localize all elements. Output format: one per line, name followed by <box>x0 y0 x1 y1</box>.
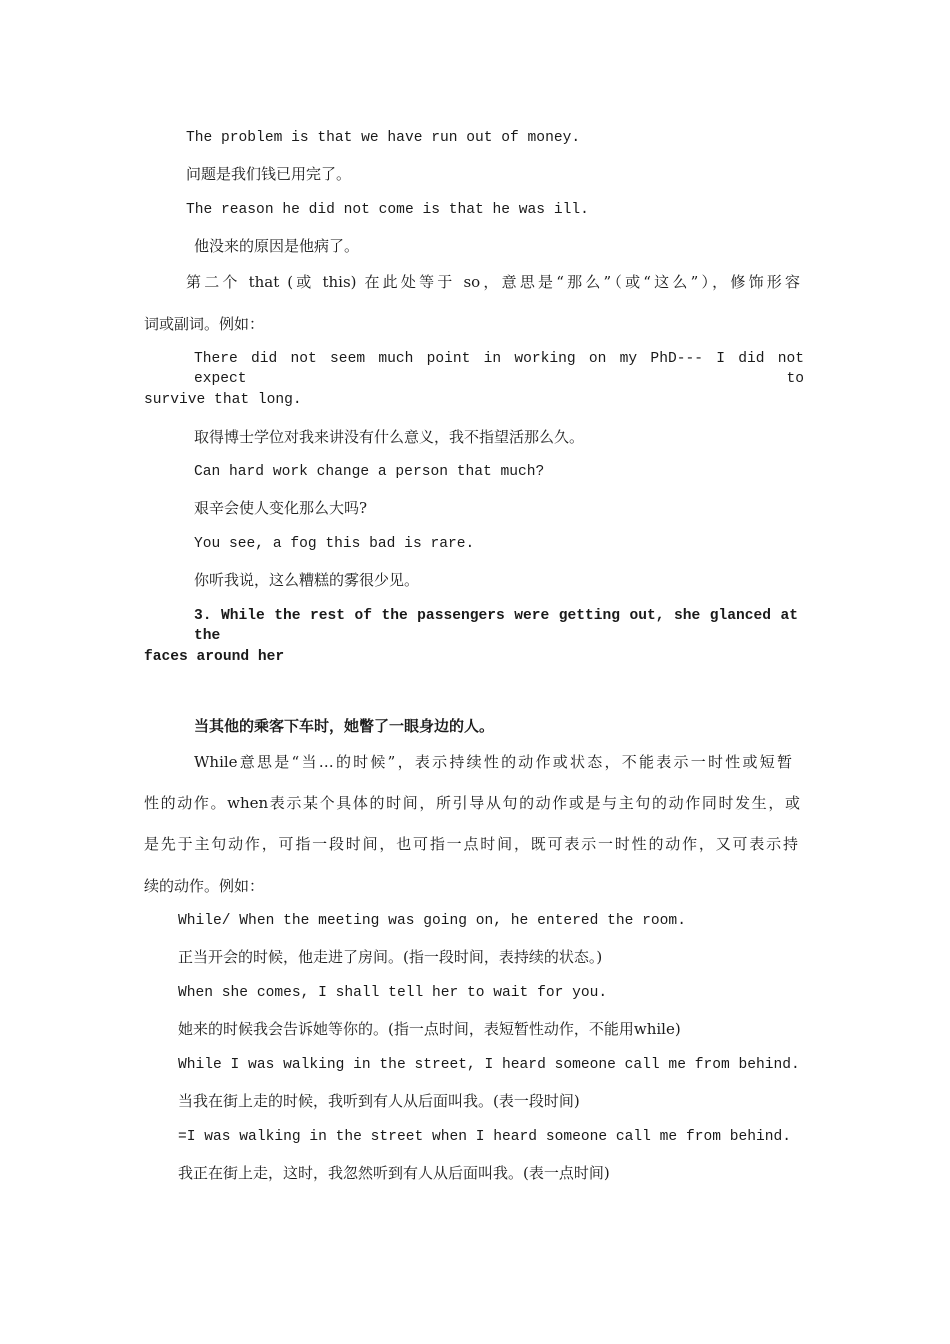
example-sentence-en: The problem is that we have run out of money. <box>186 130 581 146</box>
example-sentence-zh: 取得博士学位对我来讲没有什么意义，我不指望活那么久。 <box>194 428 585 446</box>
example-sentence-en: =I was walking in the street when I heard someone call me from behind. <box>178 1129 792 1145</box>
section-heading-zh: 当其他的乘客下车时，她瞥了一眼身边的人。 <box>194 717 495 735</box>
example-sentence-zh: 问题是我们钱已用完了。 <box>186 165 352 183</box>
example-sentence-zh: 正当开会的时候，他走进了房间。(指一段时间，表持续的状态。) <box>178 948 603 966</box>
example-sentence-en: You see, a fog this bad is rare. <box>194 536 475 552</box>
explanation-text: 词或副词。例如： <box>144 315 265 333</box>
example-sentence-en: The reason he did not come is that he was ill. <box>186 202 589 218</box>
section-heading-en: faces around her <box>144 649 285 665</box>
example-sentence-en: There did not seem much point in working on my PhD--- I did not expect to <box>194 351 804 387</box>
example-sentence-zh: 我正在街上走，这时，我忽然听到有人从后面叫我。(表一点时间) <box>178 1164 610 1182</box>
explanation-text: 性的动作。when表示某个具体的时间，所引导从句的动作或是与主句的动作同时发生，或 <box>144 794 800 812</box>
example-sentence-zh: 她来的时候我会告诉她等你的。(指一点时间，表短暂性动作，不能用while) <box>178 1020 681 1038</box>
example-sentence-en: Can hard work change a person that much? <box>194 464 545 480</box>
example-sentence-zh: 艰辛会使人变化那么大吗? <box>194 499 368 517</box>
explanation-text: While意思是“当…的时候”，表示持续性的动作或状态，不能表示一时性或短暂 <box>194 753 792 771</box>
section-heading-en: 3. While the rest of the passengers were getting out, she glanced at the <box>194 608 798 644</box>
example-sentence-zh: 当我在街上走的时候，我听到有人从后面叫我。(表一段时间) <box>178 1092 580 1110</box>
example-sentence-en: When she comes, I shall tell her to wait for you. <box>178 985 608 1001</box>
example-sentence-zh: 他没来的原因是他病了。 <box>194 237 360 255</box>
example-sentence-en: While/ When the meeting was going on, he entered the room. <box>178 913 686 929</box>
example-sentence-zh: 你听我说，这么糟糕的雾很少见。 <box>194 571 420 589</box>
explanation-text: 续的动作。例如： <box>144 877 265 895</box>
explanation-text: 是先于主句动作，可指一段时间，也可指一点时间，既可表示一时性的动作，又可表示持 <box>144 835 798 853</box>
explanation-text: 第二个 that (或 this) 在此处等于 so，意思是“那么”（或“这么”），修饰形容 <box>186 273 800 291</box>
example-sentence-en: survive that long. <box>144 392 302 408</box>
example-sentence-en: While I was walking in the street, I heard someone call me from behind. <box>178 1057 800 1073</box>
